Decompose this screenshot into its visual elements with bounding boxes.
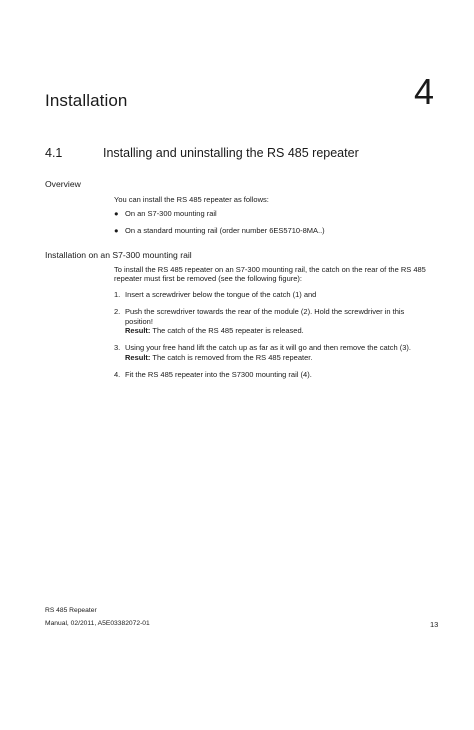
step-number: 2. <box>114 307 121 317</box>
result-text: The catch of the RS 485 repeater is released. <box>150 326 304 336</box>
installation-heading: Installation on an S7-300 mounting rail <box>45 250 192 260</box>
list-item <box>114 209 434 218</box>
footer-manual-info: Manual, 02/2011, A5E03382072-01 <box>45 620 150 627</box>
overview-heading: Overview <box>45 179 81 189</box>
section-number: 4.1 <box>45 146 63 160</box>
step-item <box>114 307 434 335</box>
step-item <box>114 290 434 299</box>
page-number: 13 <box>430 620 439 629</box>
step-text: Using your free hand lift the catch up as far as it will go and then remove the catch (3). <box>125 343 411 353</box>
step-item <box>114 370 434 379</box>
list-item <box>114 226 434 235</box>
section-title: Installing and uninstalling the RS 485 repeater <box>103 146 359 160</box>
overview-bullet-list <box>114 209 434 243</box>
chapter-title: Installation <box>45 91 128 110</box>
installation-steps <box>114 290 434 387</box>
step-text: Insert a screwdriver below the tongue of the catch (1) and <box>125 290 317 299</box>
result-text: The catch is removed from the RS 485 repeater. <box>150 352 313 362</box>
step-number: 4. <box>114 369 121 379</box>
step-item <box>114 343 434 362</box>
chapter-number: 4 <box>414 71 435 112</box>
overview-intro: You can install the RS 485 repeater as follows: <box>114 195 269 204</box>
step-number: 1. <box>114 290 121 299</box>
list-item-text: On a standard mounting rail (order number 6ES5710-8MA..) <box>125 225 325 235</box>
step-number: 3. <box>114 343 121 353</box>
installation-intro: To install the RS 485 repeater on an S7-300 mounting rail, the catch on the rear of the RS 485 repeater must first be removed (see the following figure): <box>114 265 426 284</box>
bullet-icon: ● <box>114 225 119 235</box>
step-text: Push the screwdriver towards the rear of the module (2). Hold the screwdriver in this position! <box>125 307 405 326</box>
step-text: Fit the RS 485 repeater into the S7300 mounting rail (4). <box>125 369 312 379</box>
footer-product: RS 485 Repeater <box>45 607 97 614</box>
list-item-text: On an S7-300 mounting rail <box>125 209 217 218</box>
result-label: Result: <box>125 326 151 336</box>
bullet-icon: ● <box>114 209 119 218</box>
result-label: Result: <box>125 352 151 362</box>
